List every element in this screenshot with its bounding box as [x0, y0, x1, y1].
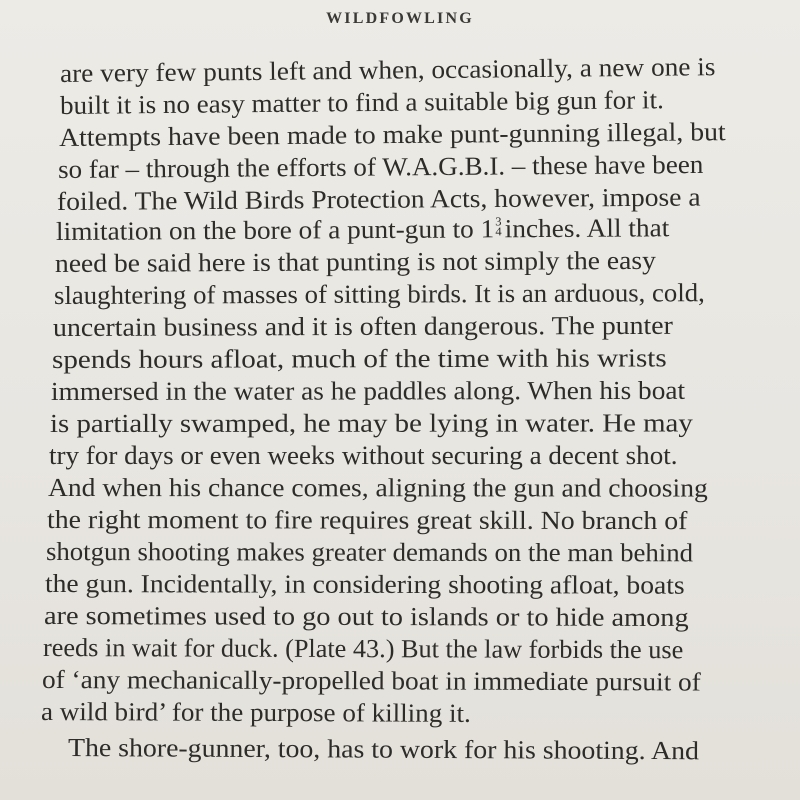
text-line-5: foiled. The Wild Birds Protection Acts, however, impose a — [56, 182, 701, 216]
text-line-11: immersed in the water as he paddles along. When his boat — [50, 375, 686, 406]
text-line-10: spends hours afloat, much of the time with his wrists — [51, 343, 667, 374]
text-line-12: is partially swamped, he may be lying in water. He may — [49, 408, 693, 438]
text-line-7: need be said here is that punting is not simply the easy — [54, 245, 656, 278]
fraction-three-quarters — [495, 214, 502, 239]
text-line-14: And when his chance comes, aligning the gun and choosing — [47, 473, 708, 503]
text-line-2: built it is no easy matter to find a suitable big gun for it. — [59, 85, 664, 120]
text-line-22: The shore-gunner, too, has to work for his shooting. And — [67, 733, 700, 766]
fraction-denominator: 4 — [495, 224, 502, 239]
text-line-6-end: inches. All that — [504, 213, 670, 244]
text-line-8: slaughtering of masses of sitting birds. It is an arduous, cold, — [53, 278, 705, 310]
text-line-17: the gun. Incidentally, in considering shooting afloat, boats — [44, 569, 685, 600]
text-line-1: are very few punts left and when, occasionally, a new one is — [59, 52, 716, 88]
fraction-numerator: 3 — [495, 214, 502, 229]
text-line-15: the right moment to fire requires great skill. No branch of — [46, 505, 688, 536]
text-line-6 — [56, 212, 669, 248]
text-line-13: try for days or even weeks without securing a decent shot. — [49, 441, 678, 470]
text-line-18: are sometimes used to go out to islands or to hide among — [43, 601, 689, 633]
text-line-21: a wild bird’ for the purpose of killing it. — [40, 697, 471, 728]
text-line-19: reeds in wait for duck. (Plate 43.) But the law forbids the use — [42, 633, 684, 665]
running-head: WILDFOWLING — [326, 10, 474, 27]
text-line-4: so far – through the efforts of W.A.G.B.I. – these have been — [57, 149, 704, 184]
text-line-9: uncertain business and it is often dangerous. The punter — [52, 310, 673, 342]
text-line-20: of ‘any mechanically-propelled boat in immediate pursuit of — [41, 665, 701, 697]
text-line-3: Attempts have been made to make punt-gunning illegal, but — [58, 117, 726, 152]
text-line-6-start: limitation on the bore of a punt-gun to 1 — [55, 214, 495, 246]
text-line-16: shotgun shooting makes greater demands on the man behind — [45, 537, 694, 568]
